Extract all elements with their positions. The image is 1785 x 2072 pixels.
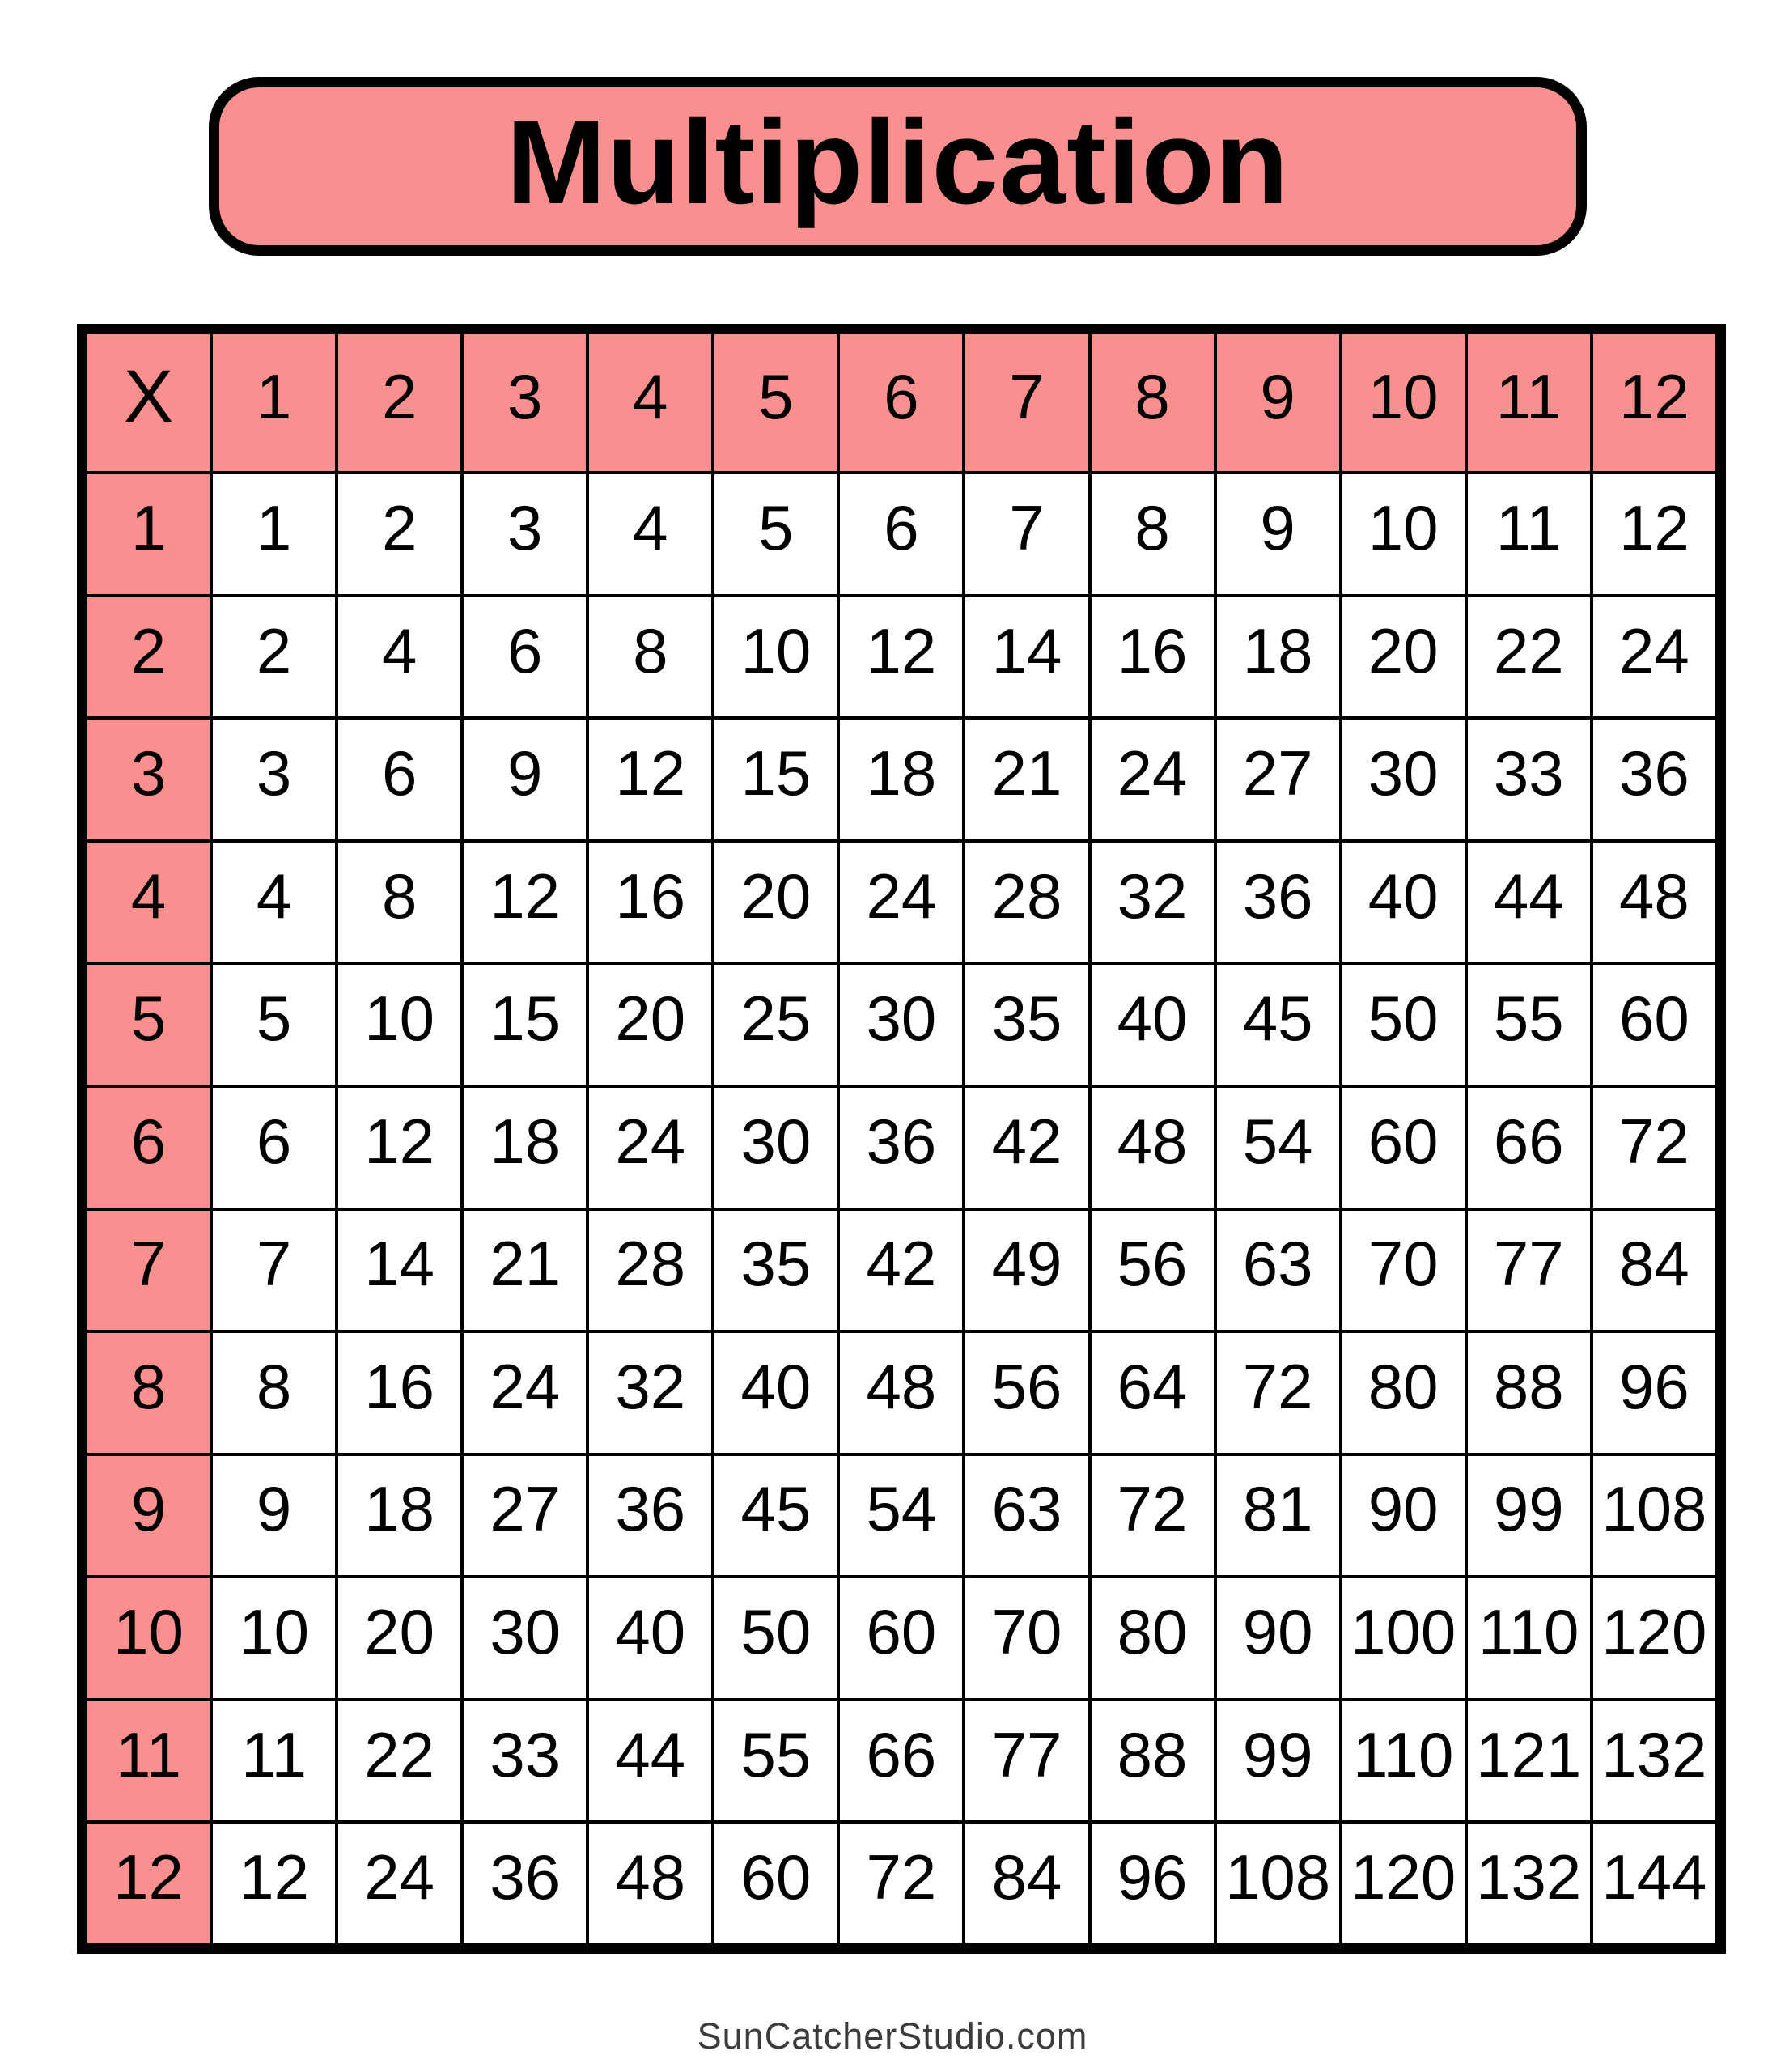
product-cell: 96 bbox=[1592, 1331, 1717, 1454]
product-cell: 12 bbox=[337, 1086, 462, 1209]
product-cell: 40 bbox=[587, 1577, 713, 1700]
product-cell: 5 bbox=[713, 473, 838, 596]
column-header-cell: 12 bbox=[1592, 333, 1717, 473]
product-cell: 24 bbox=[587, 1086, 713, 1209]
row-header-cell: 3 bbox=[86, 718, 211, 841]
product-cell: 10 bbox=[337, 963, 462, 1086]
product-cell: 22 bbox=[1466, 596, 1592, 719]
row-header-cell: 6 bbox=[86, 1086, 211, 1209]
product-cell: 66 bbox=[1466, 1086, 1592, 1209]
product-cell: 9 bbox=[1215, 473, 1341, 596]
table-row bbox=[86, 1086, 1717, 1209]
product-cell: 60 bbox=[1592, 963, 1717, 1086]
product-cell: 84 bbox=[1592, 1209, 1717, 1332]
product-cell: 63 bbox=[1215, 1209, 1341, 1332]
page-title: Multiplication bbox=[506, 95, 1290, 229]
product-cell: 15 bbox=[462, 963, 587, 1086]
product-cell: 121 bbox=[1466, 1700, 1592, 1823]
product-cell: 10 bbox=[1341, 473, 1466, 596]
product-cell: 24 bbox=[462, 1331, 587, 1454]
product-cell: 54 bbox=[838, 1454, 964, 1577]
product-cell: 24 bbox=[838, 841, 964, 964]
product-cell: 48 bbox=[1090, 1086, 1215, 1209]
column-header-cell: 4 bbox=[587, 333, 713, 473]
product-cell: 77 bbox=[964, 1700, 1089, 1823]
product-cell: 4 bbox=[587, 473, 713, 596]
row-header-cell: 4 bbox=[86, 841, 211, 964]
product-cell: 88 bbox=[1466, 1331, 1592, 1454]
product-cell: 20 bbox=[713, 841, 838, 964]
header-row bbox=[86, 333, 1717, 473]
product-cell: 6 bbox=[462, 596, 587, 719]
product-cell: 6 bbox=[211, 1086, 337, 1209]
product-cell: 100 bbox=[1341, 1577, 1466, 1700]
product-cell: 40 bbox=[1090, 963, 1215, 1086]
table-row bbox=[86, 1577, 1717, 1700]
table-row bbox=[86, 596, 1717, 719]
product-cell: 20 bbox=[1341, 596, 1466, 719]
row-header-cell: 5 bbox=[86, 963, 211, 1086]
product-cell: 12 bbox=[1592, 473, 1717, 596]
product-cell: 42 bbox=[838, 1209, 964, 1332]
product-cell: 36 bbox=[838, 1086, 964, 1209]
product-cell: 12 bbox=[211, 1822, 337, 1945]
product-cell: 8 bbox=[211, 1331, 337, 1454]
product-cell: 110 bbox=[1341, 1700, 1466, 1823]
product-cell: 81 bbox=[1215, 1454, 1341, 1577]
product-cell: 36 bbox=[1215, 841, 1341, 964]
product-cell: 18 bbox=[462, 1086, 587, 1209]
product-cell: 54 bbox=[1215, 1086, 1341, 1209]
product-cell: 30 bbox=[838, 963, 964, 1086]
product-cell: 99 bbox=[1215, 1700, 1341, 1823]
product-cell: 28 bbox=[587, 1209, 713, 1332]
row-header-cell: 8 bbox=[86, 1331, 211, 1454]
table-row bbox=[86, 473, 1717, 596]
product-cell: 10 bbox=[211, 1577, 337, 1700]
product-cell: 24 bbox=[337, 1822, 462, 1945]
product-cell: 72 bbox=[1215, 1331, 1341, 1454]
product-cell: 45 bbox=[713, 1454, 838, 1577]
table-row bbox=[86, 1209, 1717, 1332]
product-cell: 55 bbox=[1466, 963, 1592, 1086]
product-cell: 8 bbox=[587, 596, 713, 719]
product-cell: 10 bbox=[713, 596, 838, 719]
product-cell: 12 bbox=[462, 841, 587, 964]
product-cell: 2 bbox=[211, 596, 337, 719]
column-header-cell: 3 bbox=[462, 333, 587, 473]
table-row bbox=[86, 718, 1717, 841]
product-cell: 56 bbox=[1090, 1209, 1215, 1332]
product-cell: 35 bbox=[964, 963, 1089, 1086]
product-cell: 64 bbox=[1090, 1331, 1215, 1454]
table-row bbox=[86, 1700, 1717, 1823]
product-cell: 5 bbox=[211, 963, 337, 1086]
product-cell: 30 bbox=[1341, 718, 1466, 841]
column-header-cell: 1 bbox=[211, 333, 337, 473]
product-cell: 44 bbox=[587, 1700, 713, 1823]
column-header-cell: 7 bbox=[964, 333, 1089, 473]
product-cell: 20 bbox=[587, 963, 713, 1086]
row-header-cell: 12 bbox=[86, 1822, 211, 1945]
multiplication-table bbox=[84, 331, 1719, 1947]
product-cell: 110 bbox=[1466, 1577, 1592, 1700]
product-cell: 84 bbox=[964, 1822, 1089, 1945]
product-cell: 18 bbox=[1215, 596, 1341, 719]
product-cell: 14 bbox=[337, 1209, 462, 1332]
product-cell: 9 bbox=[211, 1454, 337, 1577]
table-row bbox=[86, 1454, 1717, 1577]
product-cell: 3 bbox=[211, 718, 337, 841]
product-cell: 27 bbox=[462, 1454, 587, 1577]
product-cell: 25 bbox=[713, 963, 838, 1086]
product-cell: 48 bbox=[838, 1331, 964, 1454]
product-cell: 60 bbox=[838, 1577, 964, 1700]
product-cell: 108 bbox=[1215, 1822, 1341, 1945]
product-cell: 132 bbox=[1592, 1700, 1717, 1823]
product-cell: 50 bbox=[1341, 963, 1466, 1086]
product-cell: 4 bbox=[211, 841, 337, 964]
product-cell: 16 bbox=[337, 1331, 462, 1454]
row-header-cell: 11 bbox=[86, 1700, 211, 1823]
product-cell: 144 bbox=[1592, 1822, 1717, 1945]
product-cell: 70 bbox=[1341, 1209, 1466, 1332]
row-header-cell: 10 bbox=[86, 1577, 211, 1700]
table-row bbox=[86, 841, 1717, 964]
row-header-cell: 7 bbox=[86, 1209, 211, 1332]
product-cell: 72 bbox=[1592, 1086, 1717, 1209]
product-cell: 18 bbox=[337, 1454, 462, 1577]
column-header-cell: 10 bbox=[1341, 333, 1466, 473]
table-row bbox=[86, 963, 1717, 1086]
product-cell: 22 bbox=[337, 1700, 462, 1823]
product-cell: 96 bbox=[1090, 1822, 1215, 1945]
product-cell: 36 bbox=[1592, 718, 1717, 841]
product-cell: 40 bbox=[1341, 841, 1466, 964]
product-cell: 120 bbox=[1341, 1822, 1466, 1945]
column-header-cell: 9 bbox=[1215, 333, 1341, 473]
column-header-cell: 5 bbox=[713, 333, 838, 473]
column-header-cell: 11 bbox=[1466, 333, 1592, 473]
product-cell: 40 bbox=[713, 1331, 838, 1454]
product-cell: 7 bbox=[964, 473, 1089, 596]
product-cell: 99 bbox=[1466, 1454, 1592, 1577]
product-cell: 12 bbox=[587, 718, 713, 841]
product-cell: 55 bbox=[713, 1700, 838, 1823]
product-cell: 30 bbox=[462, 1577, 587, 1700]
product-cell: 6 bbox=[337, 718, 462, 841]
product-cell: 33 bbox=[1466, 718, 1592, 841]
product-cell: 44 bbox=[1466, 841, 1592, 964]
product-cell: 80 bbox=[1341, 1331, 1466, 1454]
product-cell: 6 bbox=[838, 473, 964, 596]
table-row bbox=[86, 1331, 1717, 1454]
product-cell: 50 bbox=[713, 1577, 838, 1700]
product-cell: 7 bbox=[211, 1209, 337, 1332]
product-cell: 24 bbox=[1592, 596, 1717, 719]
product-cell: 70 bbox=[964, 1577, 1089, 1700]
product-cell: 3 bbox=[462, 473, 587, 596]
product-cell: 30 bbox=[713, 1086, 838, 1209]
product-cell: 72 bbox=[838, 1822, 964, 1945]
product-cell: 88 bbox=[1090, 1700, 1215, 1823]
product-cell: 35 bbox=[713, 1209, 838, 1332]
product-cell: 14 bbox=[964, 596, 1089, 719]
product-cell: 16 bbox=[587, 841, 713, 964]
product-cell: 60 bbox=[713, 1822, 838, 1945]
product-cell: 45 bbox=[1215, 963, 1341, 1086]
column-header-cell: 8 bbox=[1090, 333, 1215, 473]
product-cell: 2 bbox=[337, 473, 462, 596]
product-cell: 15 bbox=[713, 718, 838, 841]
product-cell: 72 bbox=[1090, 1454, 1215, 1577]
table-row bbox=[86, 1822, 1717, 1945]
product-cell: 33 bbox=[462, 1700, 587, 1823]
product-cell: 80 bbox=[1090, 1577, 1215, 1700]
product-cell: 56 bbox=[964, 1331, 1089, 1454]
footer-credit: SunCatcherStudio.com bbox=[697, 2015, 1088, 2057]
product-cell: 36 bbox=[587, 1454, 713, 1577]
product-cell: 8 bbox=[1090, 473, 1215, 596]
product-cell: 20 bbox=[337, 1577, 462, 1700]
product-cell: 49 bbox=[964, 1209, 1089, 1332]
product-cell: 132 bbox=[1466, 1822, 1592, 1945]
product-cell: 32 bbox=[587, 1331, 713, 1454]
product-cell: 28 bbox=[964, 841, 1089, 964]
row-header-cell: 2 bbox=[86, 596, 211, 719]
product-cell: 48 bbox=[1592, 841, 1717, 964]
table-border-frame bbox=[77, 324, 1726, 1954]
product-cell: 63 bbox=[964, 1454, 1089, 1577]
product-cell: 66 bbox=[838, 1700, 964, 1823]
product-cell: 18 bbox=[838, 718, 964, 841]
product-cell: 11 bbox=[211, 1700, 337, 1823]
product-cell: 8 bbox=[337, 841, 462, 964]
product-cell: 4 bbox=[337, 596, 462, 719]
product-cell: 24 bbox=[1090, 718, 1215, 841]
corner-cell: X bbox=[86, 333, 211, 473]
row-header-cell: 1 bbox=[86, 473, 211, 596]
product-cell: 16 bbox=[1090, 596, 1215, 719]
product-cell: 21 bbox=[964, 718, 1089, 841]
product-cell: 32 bbox=[1090, 841, 1215, 964]
row-header-cell: 9 bbox=[86, 1454, 211, 1577]
product-cell: 12 bbox=[838, 596, 964, 719]
product-cell: 60 bbox=[1341, 1086, 1466, 1209]
product-cell: 77 bbox=[1466, 1209, 1592, 1332]
product-cell: 1 bbox=[211, 473, 337, 596]
product-cell: 42 bbox=[964, 1086, 1089, 1209]
product-cell: 27 bbox=[1215, 718, 1341, 841]
product-cell: 120 bbox=[1592, 1577, 1717, 1700]
product-cell: 90 bbox=[1341, 1454, 1466, 1577]
product-cell: 108 bbox=[1592, 1454, 1717, 1577]
product-cell: 48 bbox=[587, 1822, 713, 1945]
title-banner bbox=[209, 77, 1587, 256]
product-cell: 21 bbox=[462, 1209, 587, 1332]
product-cell: 9 bbox=[462, 718, 587, 841]
column-header-cell: 2 bbox=[337, 333, 462, 473]
product-cell: 36 bbox=[462, 1822, 587, 1945]
product-cell: 11 bbox=[1466, 473, 1592, 596]
column-header-cell: 6 bbox=[838, 333, 964, 473]
product-cell: 90 bbox=[1215, 1577, 1341, 1700]
